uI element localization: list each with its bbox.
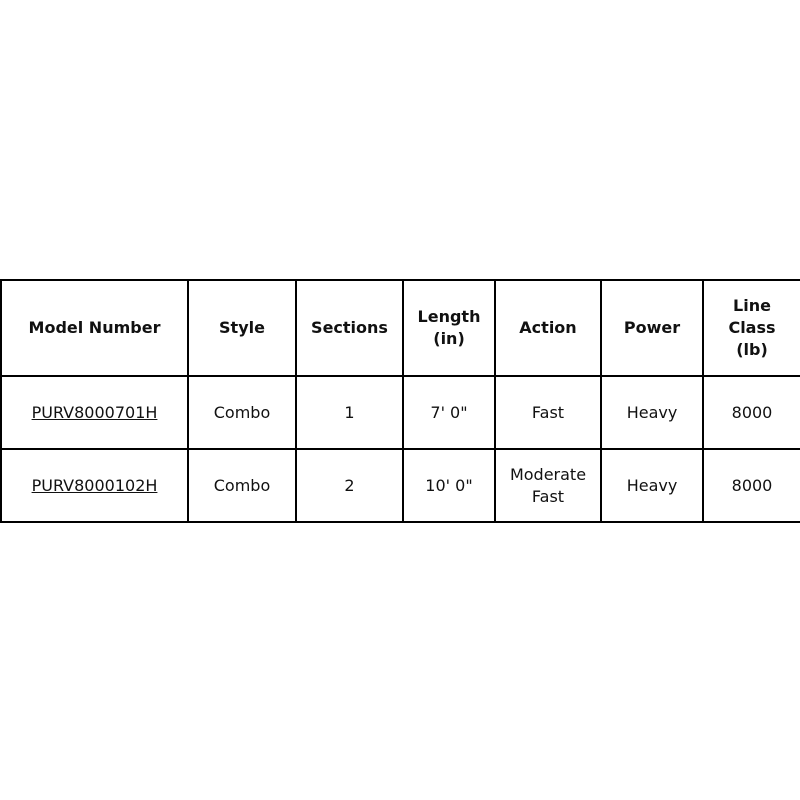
rod-spec-table: [0, 279, 800, 523]
cell-sections: 2: [296, 449, 403, 522]
header-line-class: Line Class (lb): [703, 280, 800, 376]
cell-style: Combo: [188, 449, 296, 522]
cell-action: Moderate Fast: [495, 449, 601, 522]
cell-line-class: 8000: [703, 449, 800, 522]
cell-length: 7' 0": [403, 376, 495, 449]
cell-style: Combo: [188, 376, 296, 449]
cell-power: Heavy: [601, 449, 703, 522]
table-header-row: [1, 280, 800, 376]
header-style: Style: [188, 280, 296, 376]
header-action: Action: [495, 280, 601, 376]
cell-action: Fast: [495, 376, 601, 449]
model-number-link[interactable]: PURV8000102H: [31, 475, 158, 495]
header-length: Length (in): [403, 280, 495, 376]
header-sections: Sections: [296, 280, 403, 376]
cell-model-number: [1, 376, 188, 449]
header-power: Power: [601, 280, 703, 376]
cell-power: Heavy: [601, 376, 703, 449]
cell-line-class: 8000: [703, 376, 800, 449]
cell-length: 10' 0": [403, 449, 495, 522]
model-number-link[interactable]: PURV8000701H: [31, 402, 158, 422]
table-row: [1, 376, 800, 449]
cell-sections: 1: [296, 376, 403, 449]
table-row: [1, 449, 800, 522]
header-model-number: Model Number: [1, 280, 188, 376]
cell-model-number: [1, 449, 188, 522]
